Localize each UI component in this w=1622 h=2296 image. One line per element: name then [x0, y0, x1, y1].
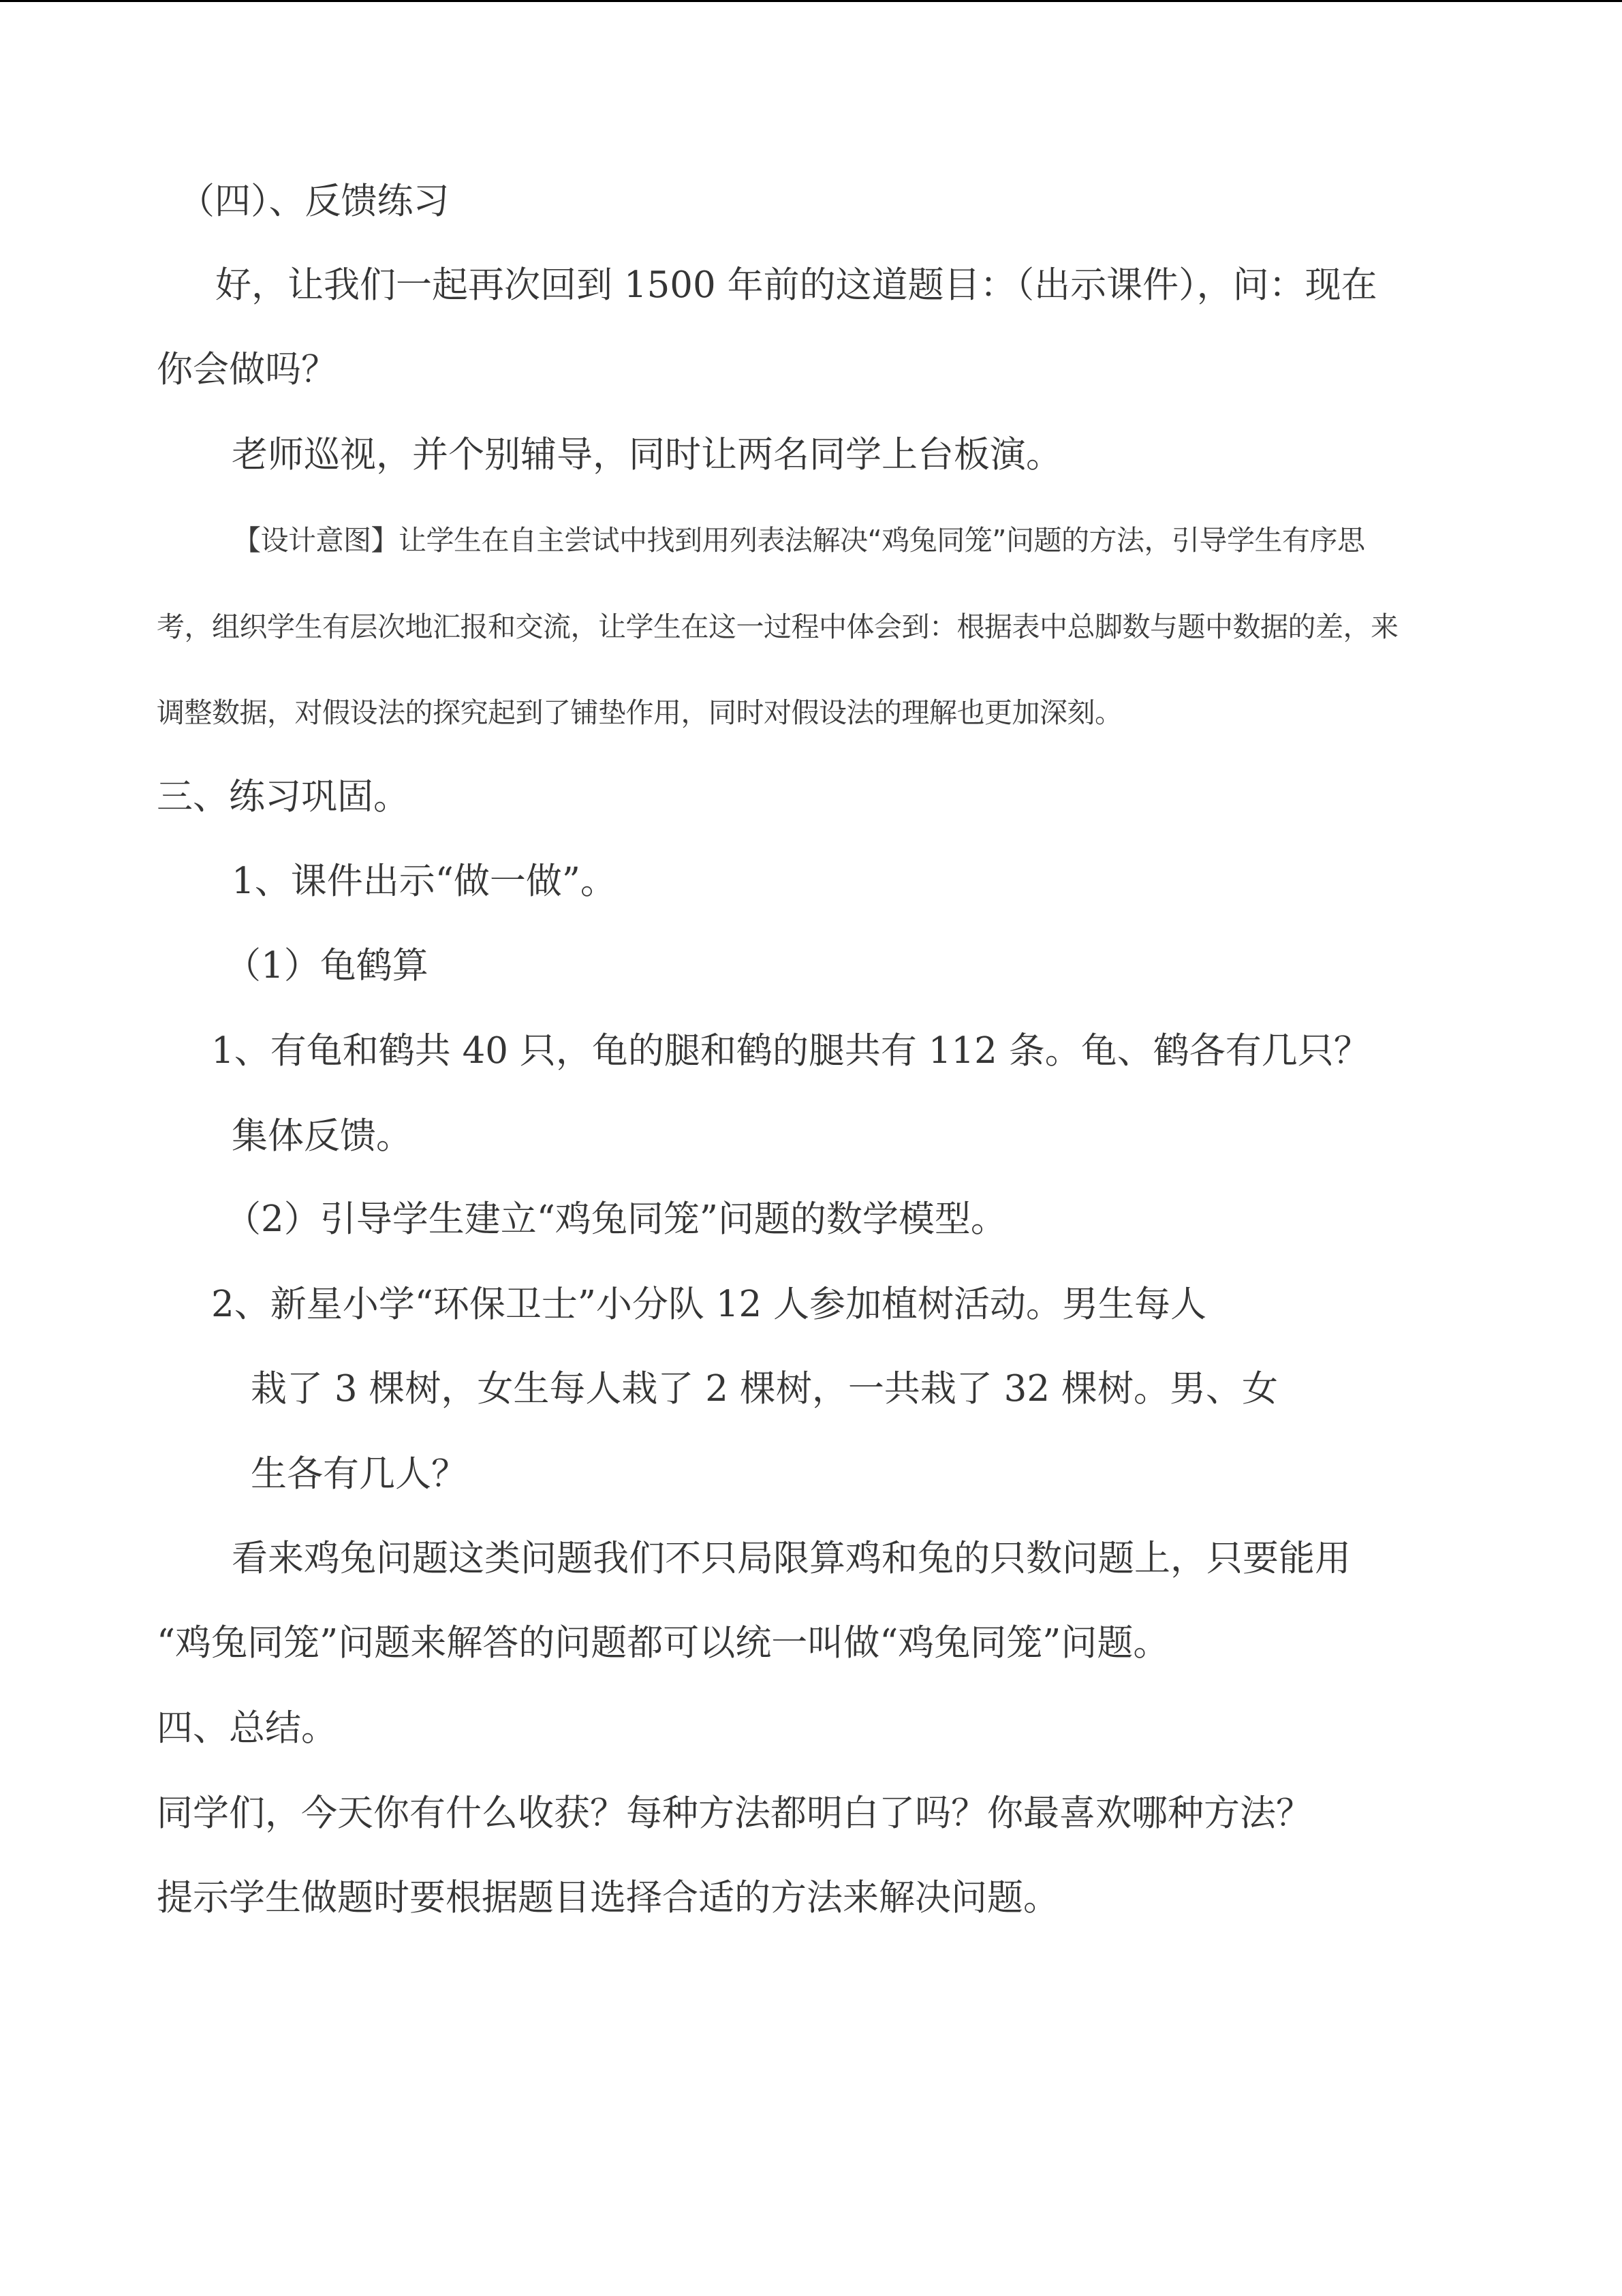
problem-line: 2、新星小学“环保卫士”小分队 12 人参加植树活动。男生每人	[211, 1284, 1207, 1325]
design-intent-line: 考，组织学生有层次地汇报和交流，让学生在这一过程中体会到：根据表中总脚数与题中数据的差，来	[157, 610, 1399, 643]
list-item: （1）龟鹤算	[225, 945, 428, 987]
design-intent-line: 【设计意图】让学生在自主尝试中找到用列表法解决“鸡兔同笼”问题的方法，引导学生有序思	[233, 524, 1365, 557]
paragraph-line: 看来鸡兔问题这类问题我们不只局限算鸡和兔的只数问题上，只要能用	[232, 1538, 1351, 1579]
document-page	[0, 2, 1622, 2296]
list-item: 1、课件出示“做一做”。	[232, 860, 617, 902]
paragraph-line: 提示学生做题时要根据题目选择合适的方法来解决问题。	[157, 1877, 1059, 1919]
section-heading-summary: 四、总结。	[157, 1707, 337, 1749]
section-heading-practice: 三、练习巩固。	[157, 776, 409, 818]
paragraph-line: 好，让我们一起再次回到 1500 年前的这道题目：（出示课件），问：现在	[215, 264, 1377, 306]
problem-line: 生各有几人？	[251, 1453, 467, 1495]
paragraph-line: 老师巡视，并个别辅导，同时让两名同学上台板演。	[232, 434, 1062, 476]
paragraph-line: “鸡兔同笼”问题来解答的问题都可以统一叫做“鸡兔同笼”问题。	[157, 1622, 1170, 1664]
paragraph-line: 你会做吗？	[157, 349, 337, 390]
section-heading-feedback: （四）、反馈练习	[178, 181, 450, 222]
paragraph-line: 集体反馈。	[232, 1115, 412, 1157]
problem-line: 栽了 3 棵树，女生每人栽了 2 棵树，一共栽了 32 棵树。男、女	[251, 1368, 1278, 1410]
list-item: （2）引导学生建立“鸡兔同笼”问题的数学模型。	[225, 1198, 1007, 1240]
paragraph-line: 同学们，今天你有什么收获？每种方法都明白了吗？你最喜欢哪种方法？	[157, 1793, 1312, 1834]
problem-line: 1、有龟和鹤共 40 只，龟的腿和鹤的腿共有 112 条。龟、鹤各有几只？	[211, 1030, 1370, 1072]
design-intent-line: 调整数据，对假设法的探究起到了铺垫作用，同时对假设法的理解也更加深刻。	[157, 696, 1123, 729]
